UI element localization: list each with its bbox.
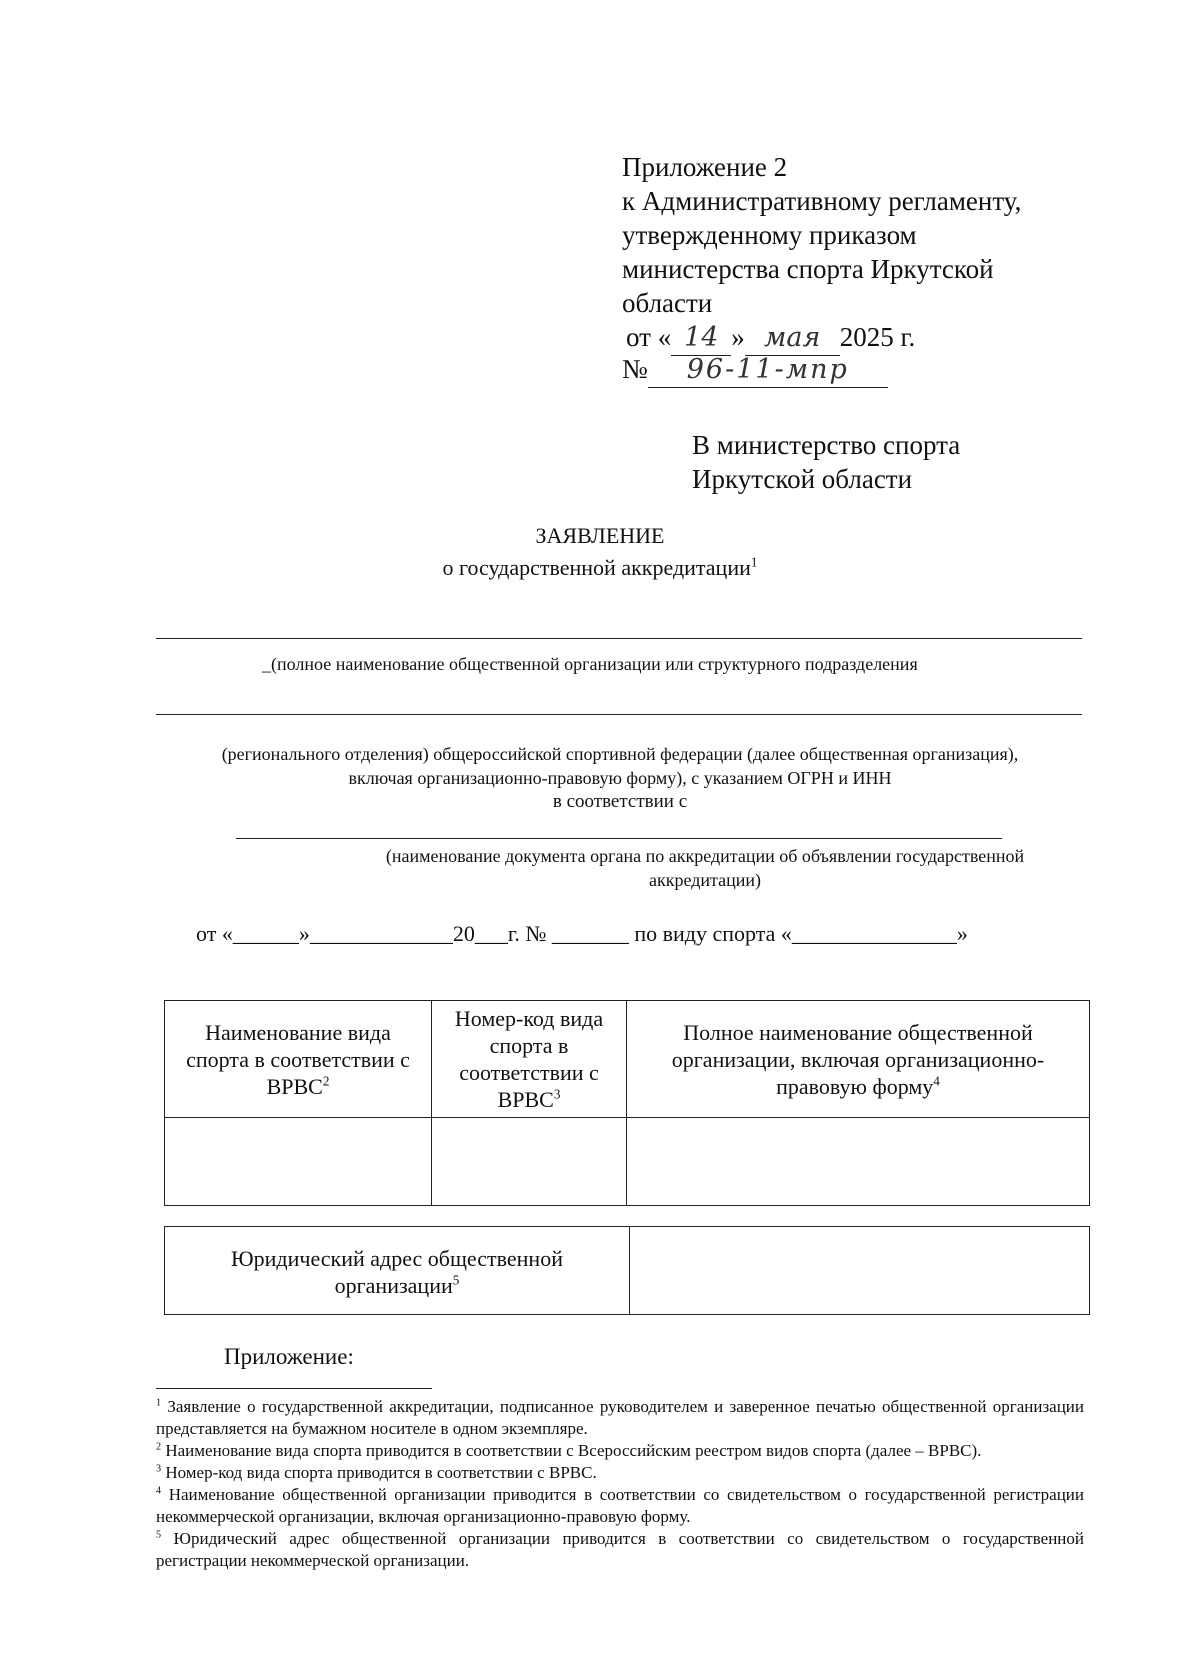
org-name-line-2 bbox=[156, 714, 1082, 715]
footnote-text: Наименование общественной организации приводится в соответствии со свидетельством о государственной регистрации некоммерческой организации, включая организационно-правовую форму. bbox=[156, 1485, 1085, 1526]
document-name-line bbox=[236, 838, 1002, 839]
footnote-text: Юридический адрес общественной организации приводится в соответствии со свидетельством о государственной регистрации некоммерческой организации. bbox=[156, 1529, 1084, 1570]
footnote-text: Заявление о государственной аккредитации, подписанное руководителем и заверенное печатью общественной организации представляется на бумажном носителе в одном экземпляре. bbox=[156, 1397, 1084, 1438]
footnote-number: 1 bbox=[156, 1397, 162, 1409]
order-number bbox=[622, 352, 922, 388]
number-prefix: № bbox=[622, 354, 648, 384]
document-name-hint-line2: аккредитации) bbox=[649, 870, 761, 890]
footnote-ref: 5 bbox=[452, 1272, 460, 1288]
org-name-hint-3: включая организационно-правовую форму), с указанием ОГРН и ИНН bbox=[348, 768, 892, 788]
date-mid: » bbox=[731, 322, 745, 352]
appendix-line: министерства спорта Иркутской bbox=[622, 254, 994, 284]
footnote-item bbox=[156, 1462, 1084, 1484]
appendix-line: области bbox=[622, 288, 713, 318]
footnote-number: 2 bbox=[156, 1441, 162, 1453]
sport-table-row bbox=[165, 1118, 1090, 1206]
sport-name-cell[interactable] bbox=[165, 1118, 432, 1206]
date-prefix: от « bbox=[626, 322, 672, 352]
appendix-line: утвержденному приказом bbox=[622, 220, 917, 250]
order-number-handwritten: 96-11-мпр bbox=[648, 353, 888, 388]
sport-code-cell[interactable] bbox=[432, 1118, 627, 1206]
legal-address-text: Юридический адрес общественной организации bbox=[231, 1246, 563, 1298]
header-text: Номер-код вида спорта в соответствии с ВРВС bbox=[454, 1006, 604, 1112]
document-title: ЗАЯВЛЕНИЕ bbox=[535, 523, 665, 548]
footnote-text: Номер-код вида спорта приводится в соответствии с ВРВС. bbox=[165, 1463, 597, 1482]
footnote-ref: 1 bbox=[750, 554, 758, 570]
footnote-ref: 4 bbox=[933, 1073, 940, 1089]
document-name-hint bbox=[350, 844, 1060, 892]
accordance-label: в соответствии с bbox=[552, 791, 688, 812]
date-year: 2025 г. bbox=[839, 322, 916, 352]
appendix-line: к Административному регламенту, bbox=[622, 186, 1022, 216]
footnote-number: 3 bbox=[156, 1463, 162, 1475]
org-full-name-cell[interactable] bbox=[627, 1118, 1090, 1206]
footnotes bbox=[156, 1396, 1084, 1572]
org-full-name-header bbox=[627, 1001, 1090, 1118]
document-name-hint-line1: (наименование документа органа по аккредитации об объявлении государственной bbox=[385, 846, 1025, 866]
addressee-line: Иркутской области bbox=[692, 464, 913, 494]
org-name-line bbox=[156, 638, 1082, 639]
date-fill-line: от «______»_____________20___г. № _______ по виду спорта «_______________» bbox=[196, 921, 968, 946]
org-name-hint-2: (регионального отделения) общероссийской спортивной федерации (далее общественная организация), bbox=[221, 744, 1019, 764]
footnote-item bbox=[156, 1528, 1084, 1572]
appendix-title: Приложение 2 bbox=[622, 152, 788, 182]
document-subtitle bbox=[0, 554, 1200, 582]
footnote-ref: 3 bbox=[553, 1086, 561, 1102]
sport-code-header bbox=[432, 1001, 627, 1118]
legal-address-table bbox=[164, 1226, 1090, 1315]
footnote-item bbox=[156, 1440, 1084, 1462]
sport-name-header bbox=[165, 1001, 432, 1118]
footnote-item bbox=[156, 1484, 1084, 1528]
header-text: Полное наименование общественной организации, включая организационно-правовую форму bbox=[671, 1020, 1045, 1099]
date-month-handwritten: мая bbox=[745, 321, 840, 356]
addressee-line: В министерство спорта bbox=[692, 430, 961, 460]
footnote-separator bbox=[156, 1388, 432, 1389]
footnote-text: Наименование вида спорта приводится в соответствии с Всероссийским реестром видов спорта (далее – ВРВС). bbox=[165, 1441, 982, 1460]
header-text: Наименование вида спорта в соответствии с ВРВС bbox=[186, 1020, 410, 1099]
order-date bbox=[626, 320, 986, 356]
legal-address-value-cell[interactable] bbox=[630, 1227, 1090, 1315]
attachment-label: Приложение: bbox=[224, 1344, 354, 1369]
subtitle-text: о государственной аккредитации bbox=[442, 555, 751, 580]
footnote-ref: 2 bbox=[322, 1073, 330, 1089]
org-name-hint: _(полное наименование общественной организации или структурного подразделения bbox=[262, 654, 918, 674]
legal-address-label bbox=[165, 1227, 630, 1315]
footnote-item bbox=[156, 1396, 1084, 1440]
legal-address-row bbox=[165, 1227, 1090, 1315]
sport-table-header-row bbox=[165, 1001, 1090, 1118]
date-day-handwritten: 14 bbox=[671, 321, 731, 356]
sport-table bbox=[164, 1000, 1090, 1206]
footnote-number: 5 bbox=[156, 1529, 162, 1541]
footnote-number: 4 bbox=[156, 1485, 162, 1497]
